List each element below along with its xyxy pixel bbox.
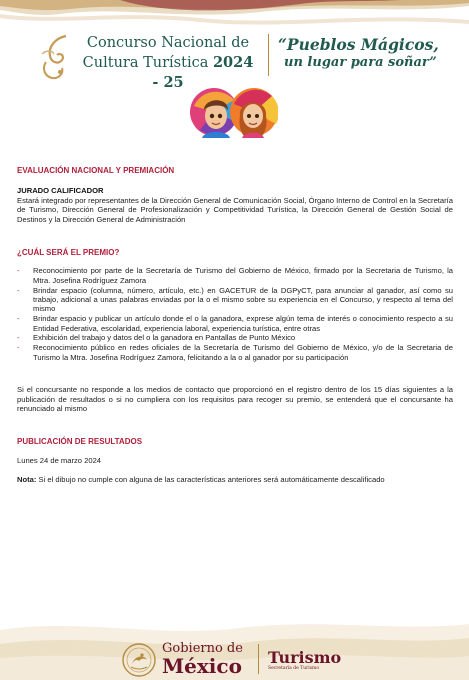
list-dash: - [17, 285, 20, 295]
unclaimed-prize-notice: Si el concursante no responde a los medios de contacto que proporcionó en el registro dentro de los 15 días siguientes a la publicación de resultados o si no cumpliera con los requisitos para recoger su premio, se entenderá que el concursante ha renunciado al mismo [17, 385, 453, 414]
note [17, 475, 453, 484]
document-body [17, 166, 453, 485]
prize-item [17, 286, 453, 314]
coat-of-arms-seal-icon [120, 642, 158, 678]
prize-text: Exhibición del trabajo y datos del o la ganadora en Pantallas de Punto México [33, 333, 296, 343]
mexico-text: México [162, 654, 242, 678]
turismo-logo [268, 649, 341, 671]
footer-divider [258, 644, 259, 674]
section-title-prize: ¿CUÁL SERÁ EL PREMIO? [17, 248, 120, 258]
footer-logos [110, 640, 360, 680]
slogan-line2: un lugar para soñar” [284, 55, 437, 70]
header [0, 28, 469, 91]
prize-text: Brindar espacio (columna, número, artículo, etc.) en GACETUR de la DGPyCT, para anunciar al ganador, así como su trabajo, adicional a unas palabras enviadas por la o el mismo sobre su experiencia en el Concurso, y respecto al tema del mismo [33, 285, 453, 314]
prize-text: Reconocimiento público en redes oficiales de la Secretaría de Turismo del Gobierno de México, y/o de la Secretaria de Turismo la Mtra. Josefina Rodríguez Zamora, felicitando a la o al ganador por su participación [33, 343, 453, 362]
jury-description: Estará integrado por representantes de la Dirección General de Comunicación Social, Órgano Interno de Control en la Secretaría de Turismo, Dirección General de Profesionalización y Competitividad Turística, la Dirección General de Gestión Social de Destinos y la Dirección General de Administración [17, 195, 453, 224]
prize-item [17, 333, 453, 342]
jury-title: JURADO CALIFICADOR [17, 186, 104, 196]
section-title-evaluation: EVALUACIÓN NACIONAL Y PREMIACIÓN [17, 166, 175, 175]
section-title-results: PUBLICACIÓN DE RESULTADOS [17, 436, 143, 446]
turismo-text: Turismo [268, 648, 342, 667]
prize-text: Brindar espacio y publicar un artículo donde el o la ganadora, exprese algún tema de interés o conocimiento respecto a su Entidad Federativa, escolaridad, experiencia laboral, experiencia turística, entre otras [33, 314, 453, 333]
contest-title-line1: Concurso Nacional de [86, 35, 250, 51]
contest-title [78, 34, 258, 93]
slogan-line1: “Pueblos Mágicos, [278, 35, 439, 54]
list-dash: - [17, 333, 20, 343]
contest-title-line2: Cultura Turística [82, 55, 209, 71]
prize-item [17, 343, 453, 362]
prize-item [17, 266, 453, 285]
prize-text: Reconocimiento por parte de la Secretaría de Turismo del Gobierno de México, firmado por la Secretaria de Turismo, la Mtra. Josefina Rodríguez Zamora [33, 266, 453, 285]
list-dash: - [17, 314, 20, 324]
slogan [278, 36, 448, 72]
prize-list [17, 266, 453, 362]
results-date: Lunes 24 de marzo 2024 [17, 456, 102, 466]
gobierno-de-mexico-logo [162, 641, 243, 676]
note-text: Si el dibujo no cumple con alguna de las características anteriores será automáticamente descalificado [36, 475, 385, 485]
list-dash: - [17, 343, 20, 353]
header-divider [268, 34, 269, 76]
list-dash: - [17, 266, 20, 276]
prize-item [17, 314, 453, 333]
gobierno-de-text: Gobierno de [162, 641, 243, 656]
gold-flourish-icon [38, 32, 72, 80]
contest-year: 2024 - 25 [152, 54, 254, 91]
mascots-illustration [190, 86, 278, 138]
note-label: Nota: [17, 475, 37, 485]
secretaria-de-turismo-text: Secretaría de Turismo [268, 666, 320, 671]
